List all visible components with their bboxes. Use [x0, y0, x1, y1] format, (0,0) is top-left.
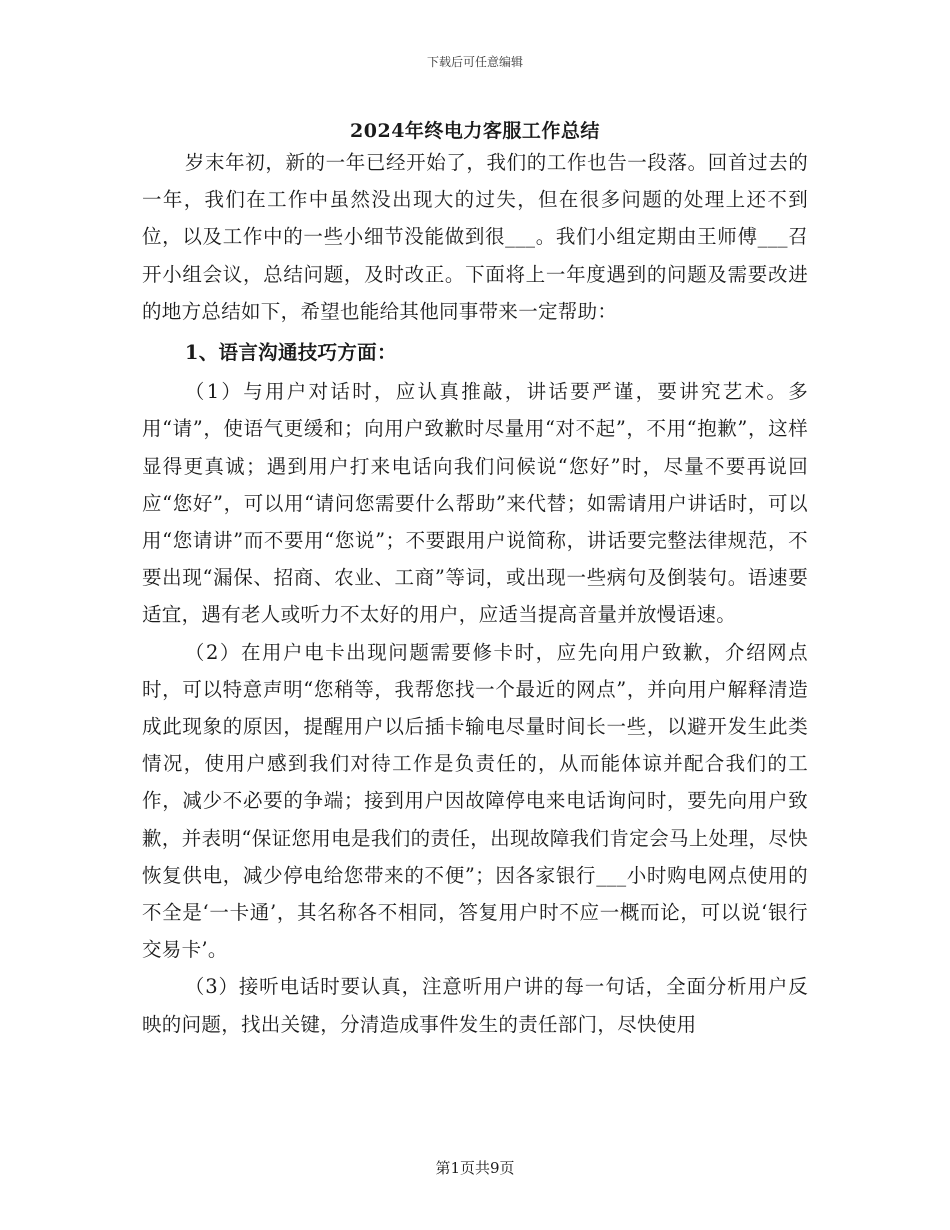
intro-paragraph: 岁末年初，新的一年已经开始了，我们的工作也告一段落。回首过去的一年，我们在工作中虽然没出现大的过失，但在很多问题的处理上还不到位，以及工作中的一些小细节没能做到很___。我们小组定期由王师傅___召开小组会议，总结问题，及时改正。下面将上一年度遇到的问题及需要改进的地方总结如下，希望也能给其他同事带来一定帮助： [142, 151, 808, 323]
body-paragraph-1: （1）与用户对话时，应认真推敲，讲话要严谨，要讲究艺术。多用“请”，使语气更缓和；向用户致歉时尽量用“对不起”，不用“抱歉”，这样显得更真诚；遇到用户打来电话向我们问候说“您好”时，尽量不要再说回应“您好”，可以用“请问您需要什么帮助”来代替；如需请用户讲话时，可以用“您请讲”而不要用“您说”；不要跟用户说简称，讲话要完整法律规范，不要出现“漏保、招商、农业、工商”等词，或出现一些病句及倒装句。语速要适宜，遇有老人或听力不太好的用户，应适当提高音量并放慢语速。 [142, 380, 808, 627]
document-title: 2024年终电力客服工作总结 [350, 120, 600, 142]
document-body [142, 144, 808, 1043]
page-number: 第1页共9页 [435, 1159, 515, 1177]
body-paragraph-2: （2）在用户电卡出现问题需要修卡时，应先向用户致歉，介绍网点时，可以特意声明“您稍等，我帮您找一个最近的网点”，并向用户解释清造成此现象的原因，提醒用户以后插卡输电尽量时间长一些，以避开发生此类情况，使用户感到我们对待工作是负责任的，从而能体谅并配合我们的工作，减少不必要的争端；接到用户因故障停电来电话询问时，要先向用户致歉，并表明“保证您用电是我们的责任，出现故障我们肯定会马上处理，尽快恢复供电，减少停电给您带来的不便”；因各家银行___小时购电网点使用的不全是‘一卡通’，其名称各不相同，答复用户时不应一概而论，可以说‘银行交易卡’。 [142, 640, 808, 962]
section-heading: 1、语言沟通技巧方面： [184, 341, 397, 365]
header-note: 下载后可任意编辑 [426, 55, 523, 69]
body-paragraph-3: （3）接听电话时要认真，注意听用户讲的每一句话，全面分析用户反映的问题，找出关键，分清造成事件发生的责任部门，尽快使用 [142, 975, 808, 1036]
